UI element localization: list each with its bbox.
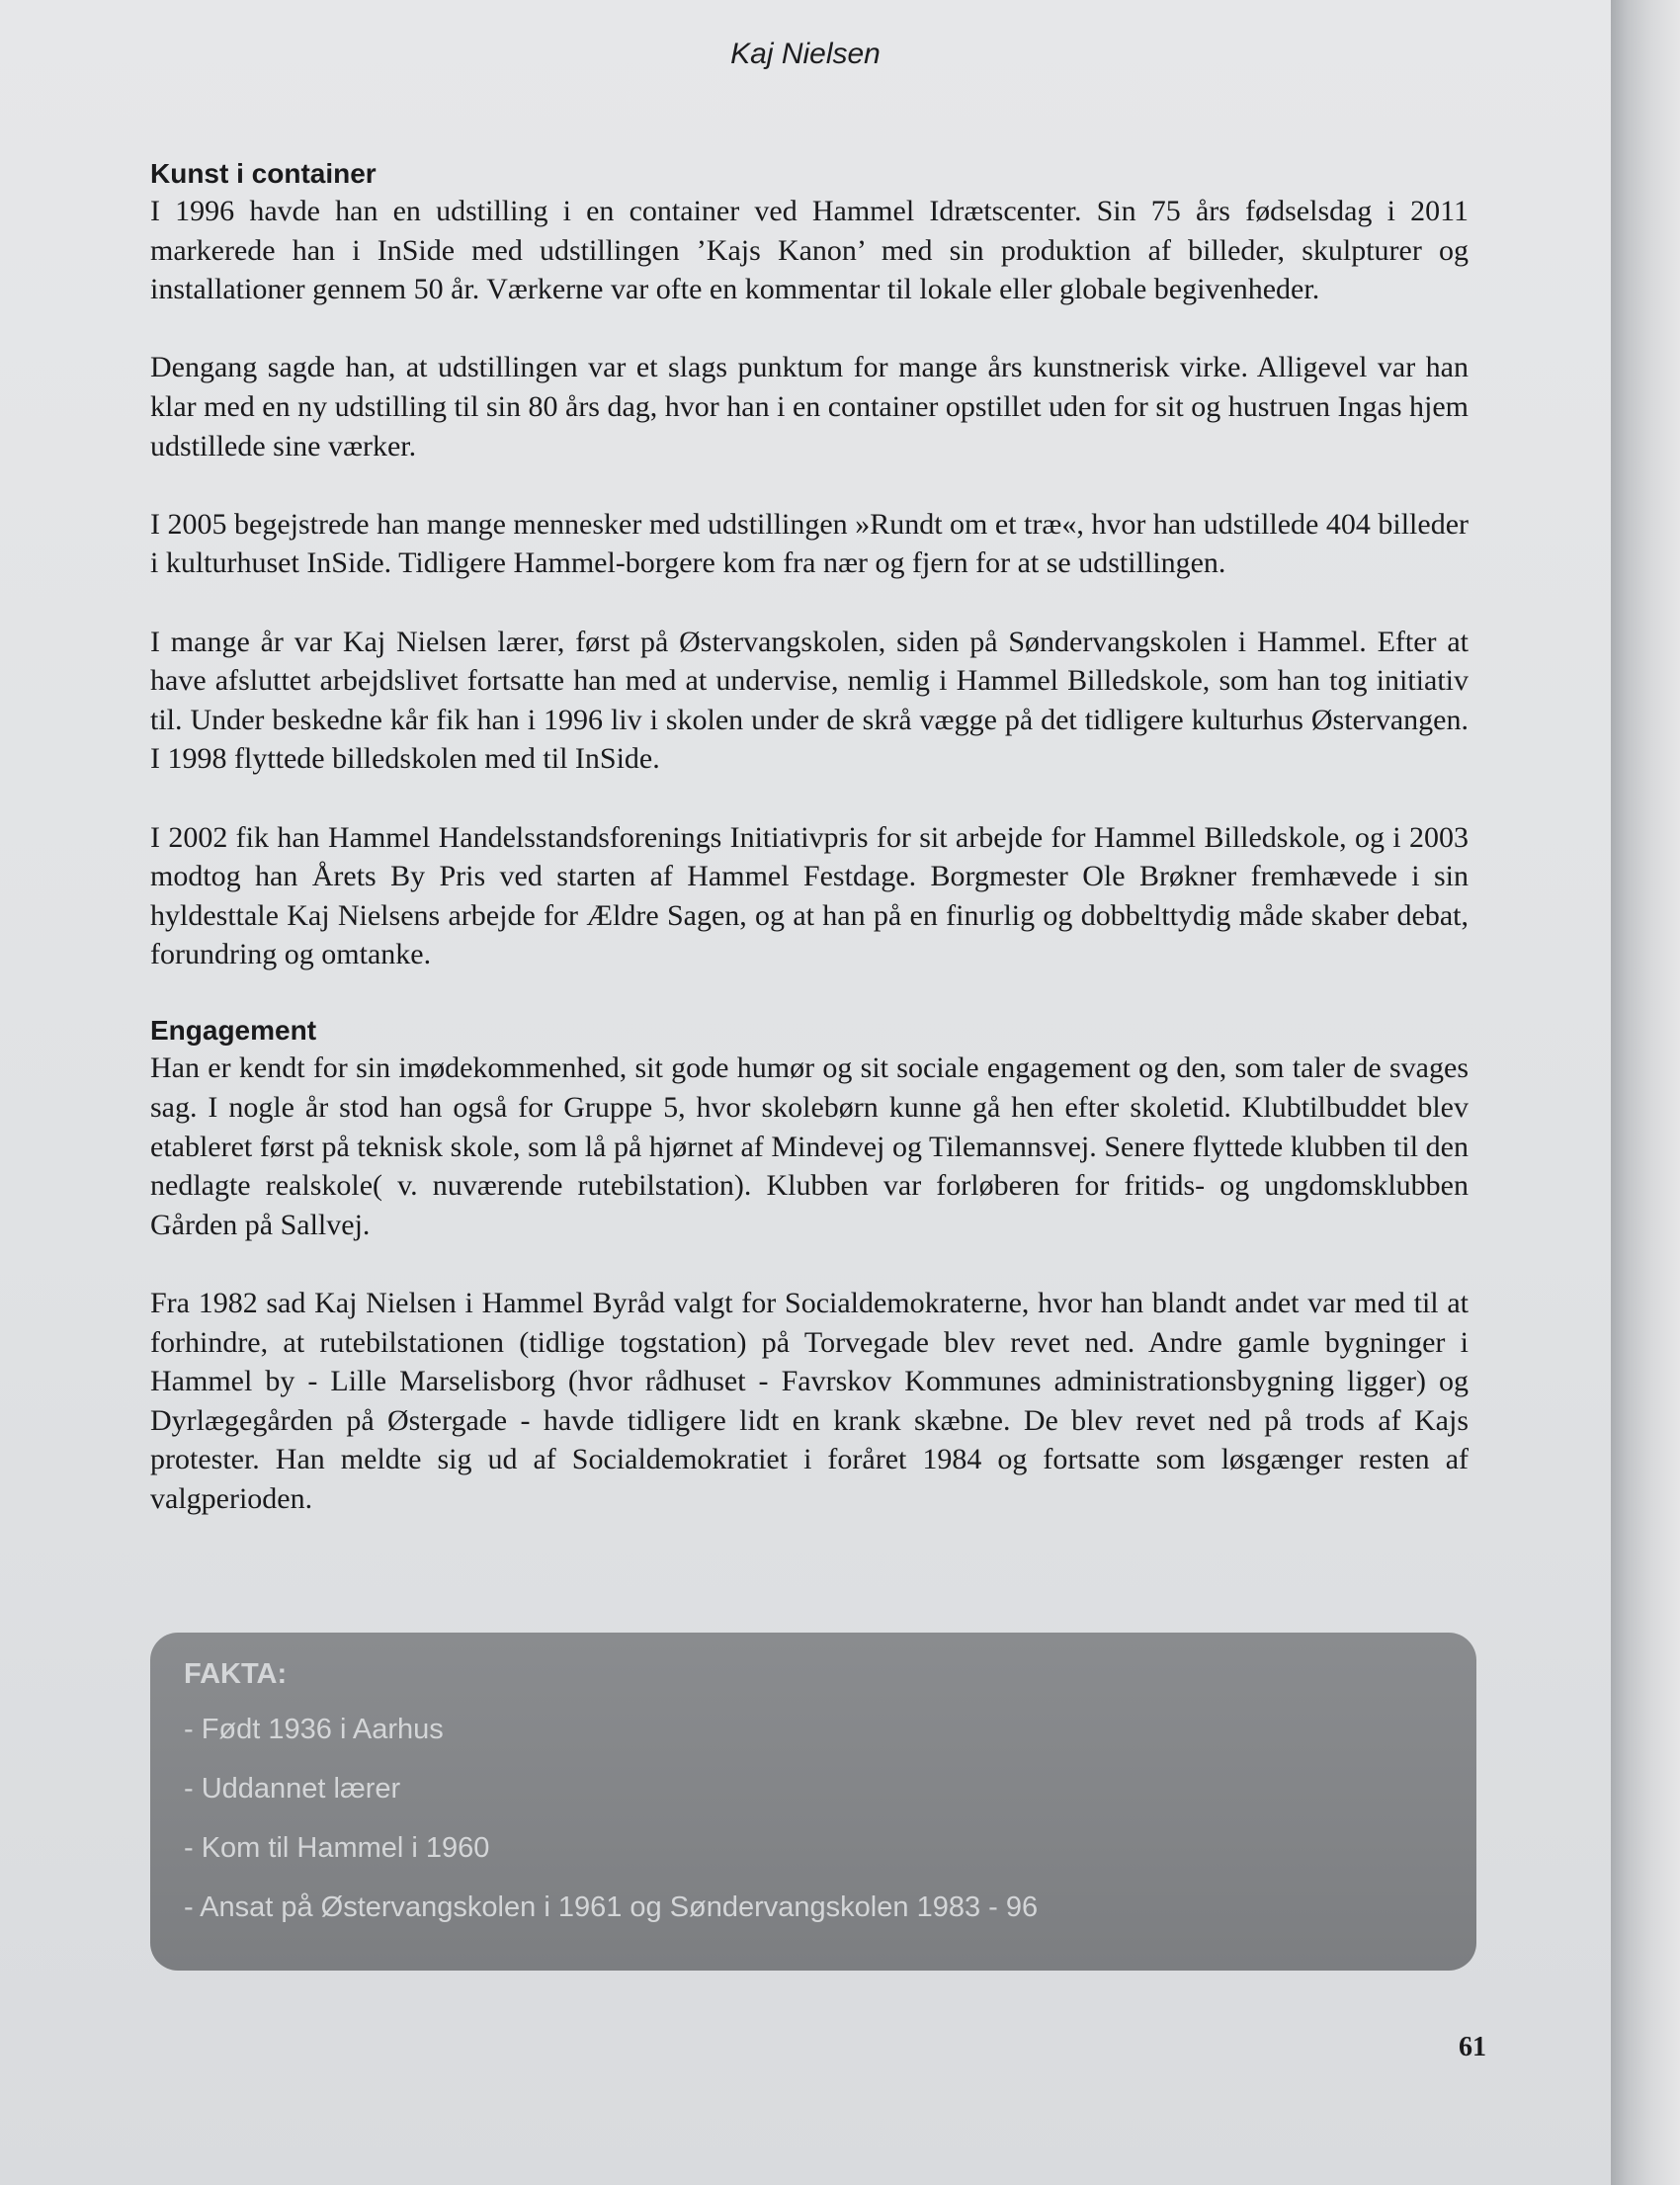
paragraph: I mange år var Kaj Nielsen lærer, først på Østervangskolen, siden på Søndervangskolen i Hammel. Efter at have afsluttet arbejdslivet fortsatte han med at undervise, nemlig i Hammel Billedskole, som han tog initiativ til. Under beskedne kår fik han i 1996 liv i skolen under de skrå vægge på det tidligere kulturhus Østervangen. I 1998 flyttede billedskolen med til InSide. xyxy=(150,625,1469,776)
paragraph: Fra 1982 sad Kaj Nielsen i Hammel Byråd valgt for Socialdemokraterne, hvor han blandt andet var med til at forhindre, at rutebilstationen (tidlige togstation) på Torvegade blev revet ned. Andre gamle bygninger i Hammel by - Lille Marselisborg (hvor rådhuset - Favrskov Kommunes administrationsbygning ligger) og Dyrlægegården på Østergade - havde tidligere lidt en krank skæbne. De blev revet ned på trods af Kajs protester. Han meldte sig ud af Socialdemokratiet i foråret 1984 og fortsatte som løsgænger resten af valgperioden. xyxy=(150,1287,1469,1515)
fakta-item: - Ansat på Østervangskolen i 1961 og Søndervangskolen 1983 - 96 xyxy=(184,1891,1039,1923)
fakta-item: - Uddannet lærer xyxy=(184,1773,401,1805)
section-heading-kunst: Kunst i container xyxy=(150,158,377,189)
paragraph: I 1996 havde han en udstilling i en container ved Hammel Idrætscenter. Sin 75 års fødselsdag i 2011 markerede han i InSide med udstillingen ’Kajs Kanon’ med sin produktion af billeder, skulpturer og installationer gennem 50 år. Værkerne var ofte en kommentar til lokale eller globale begivenheder. xyxy=(150,195,1469,306)
fakta-box xyxy=(150,1633,1476,1971)
fakta-item: - Kom til Hammel i 1960 xyxy=(184,1832,490,1864)
section-heading-engagement: Engagement xyxy=(150,1015,317,1047)
running-header: Kaj Nielsen xyxy=(730,38,881,70)
fakta-item: - Født 1936 i Aarhus xyxy=(184,1714,444,1745)
page-edge xyxy=(1611,0,1680,2185)
paragraph: I 2002 fik han Hammel Handelsstandsforenings Initiativpris for sit arbejde for Hammel Billedskole, og i 2003 modtog han Årets By Pris ved starten af Hammel Festdage. Borgmester Ole Brøkner fremhævede i sin hyldesttale Kaj Nielsens arbejde for Ældre Sagen, og at han på en finurlig og dobbelttydig måde skaber debat, forundring og omtanke. xyxy=(150,820,1469,971)
fakta-title: FAKTA: xyxy=(184,1658,288,1690)
page-number: 61 xyxy=(1459,2032,1486,2062)
body-text xyxy=(150,156,1469,1557)
paragraph: I 2005 begejstrede han mange mennesker med udstillingen »Rundt om et træ«, hvor han udstillede 404 billeder i kulturhuset InSide. Tidligere Hammel-borgere kom fra nær og fjern for at se udstillingen. xyxy=(150,507,1469,580)
paragraph: Dengang sagde han, at udstillingen var et slags punktum for mange års kunstnerisk virke. Alligevel var han klar med en ny udstilling til sin 80 års dag, hvor han i en container opstillet uden for sit og hustruen Ingas hjem udstillede sine værker. xyxy=(150,351,1469,462)
paragraph: Han er kendt for sin imødekommenhed, sit gode humør og sit sociale engagement og den, som taler de svages sag. I nogle år stod han også for Gruppe 5, hvor skolebørn kunne gå hen efter skoletid. Klubtilbuddet blev etableret først på teknisk skole, som lå på hjørnet af Mindevej og Tilemannsvej. Senere flyttede klubben til den nedlagte realskole( v. nuværende rutebilstation). Klubben var forløberen for fritids- og ungdomsklubben Gården på Sallvej. xyxy=(150,1051,1469,1241)
